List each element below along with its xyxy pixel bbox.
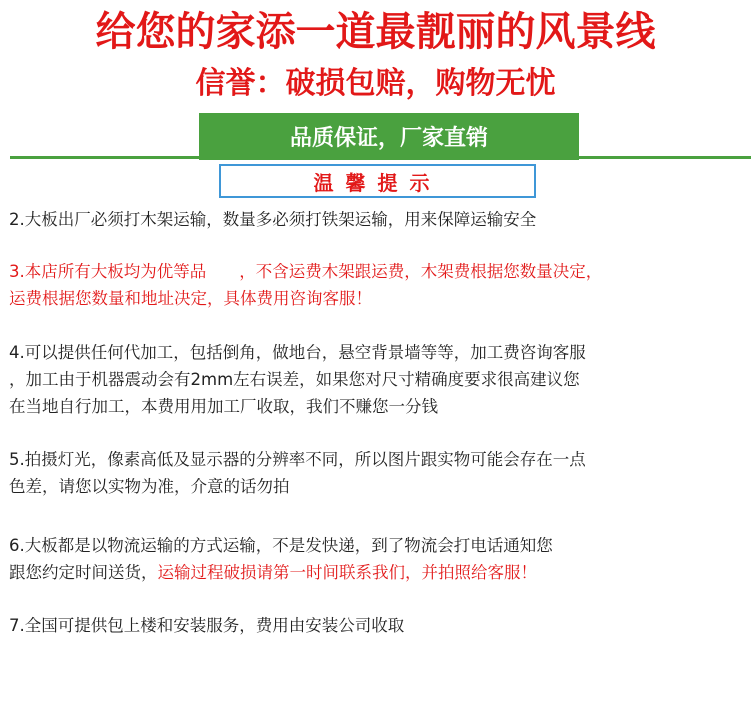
note-item-6-line1: 6.大板都是以物流运输的方式运输，不是发快递，到了物流会打电话通知您: [9, 536, 553, 555]
note-item-4-line3: 在当地自行加工，本费用用加工厂收取，我们不赚您一分钱: [9, 397, 438, 416]
note-item-6-line2-red: 运输过程破损请第一时间联系我们，并拍照给客服！: [157, 563, 537, 582]
green-divider: [10, 156, 751, 159]
note-item-7-text: 7.全国可提供包上楼和安装服务，费用由安装公司收取: [9, 616, 405, 635]
note-item-6: [9, 532, 749, 586]
quality-banner: 品质保证，厂家直销: [199, 113, 579, 160]
note-item-3-line1: 3.本店所有大板均为优等品 ，不含运费木架跟运费，木架费根据您数量决定，: [9, 262, 603, 281]
note-item-2-text: 2.大板出厂必须打木架运输，数量多必须打铁架运输，用来保障运输安全: [9, 210, 537, 229]
tips-title: 温馨提示: [219, 164, 536, 198]
note-item-5-line1: 5.拍摄灯光，像素高低及显示器的分辨率不同，所以图片跟实物可能会存在一点: [9, 450, 586, 469]
note-item-3: [9, 258, 749, 312]
headline: 给您的家添一道最靓丽的风景线: [95, 9, 656, 55]
note-item-4-line2: ，加工由于机器震动会有2mm左右误差，如果您对尺寸精确度要求很高建议您: [9, 370, 580, 389]
note-item-6-line2-black: 跟您约定时间送货，: [9, 563, 158, 582]
subline: 信誉：破损包赔，购物无忧: [195, 66, 556, 101]
note-item-5: [9, 446, 749, 500]
note-item-4: [9, 339, 749, 420]
note-item-3-line2: 运费根据您数量和地址决定，具体费用咨询客服！: [9, 289, 372, 308]
note-item-6-line2: [9, 559, 749, 586]
note-item-5-line2: 色差，请您以实物为准，介意的话勿拍: [9, 477, 290, 496]
note-item-4-line1: 4.可以提供任何代加工，包括倒角，做地台，悬空背景墙等等，加工费咨询客服: [9, 343, 586, 362]
note-item-7: [9, 612, 749, 639]
note-item-2: [9, 206, 749, 233]
